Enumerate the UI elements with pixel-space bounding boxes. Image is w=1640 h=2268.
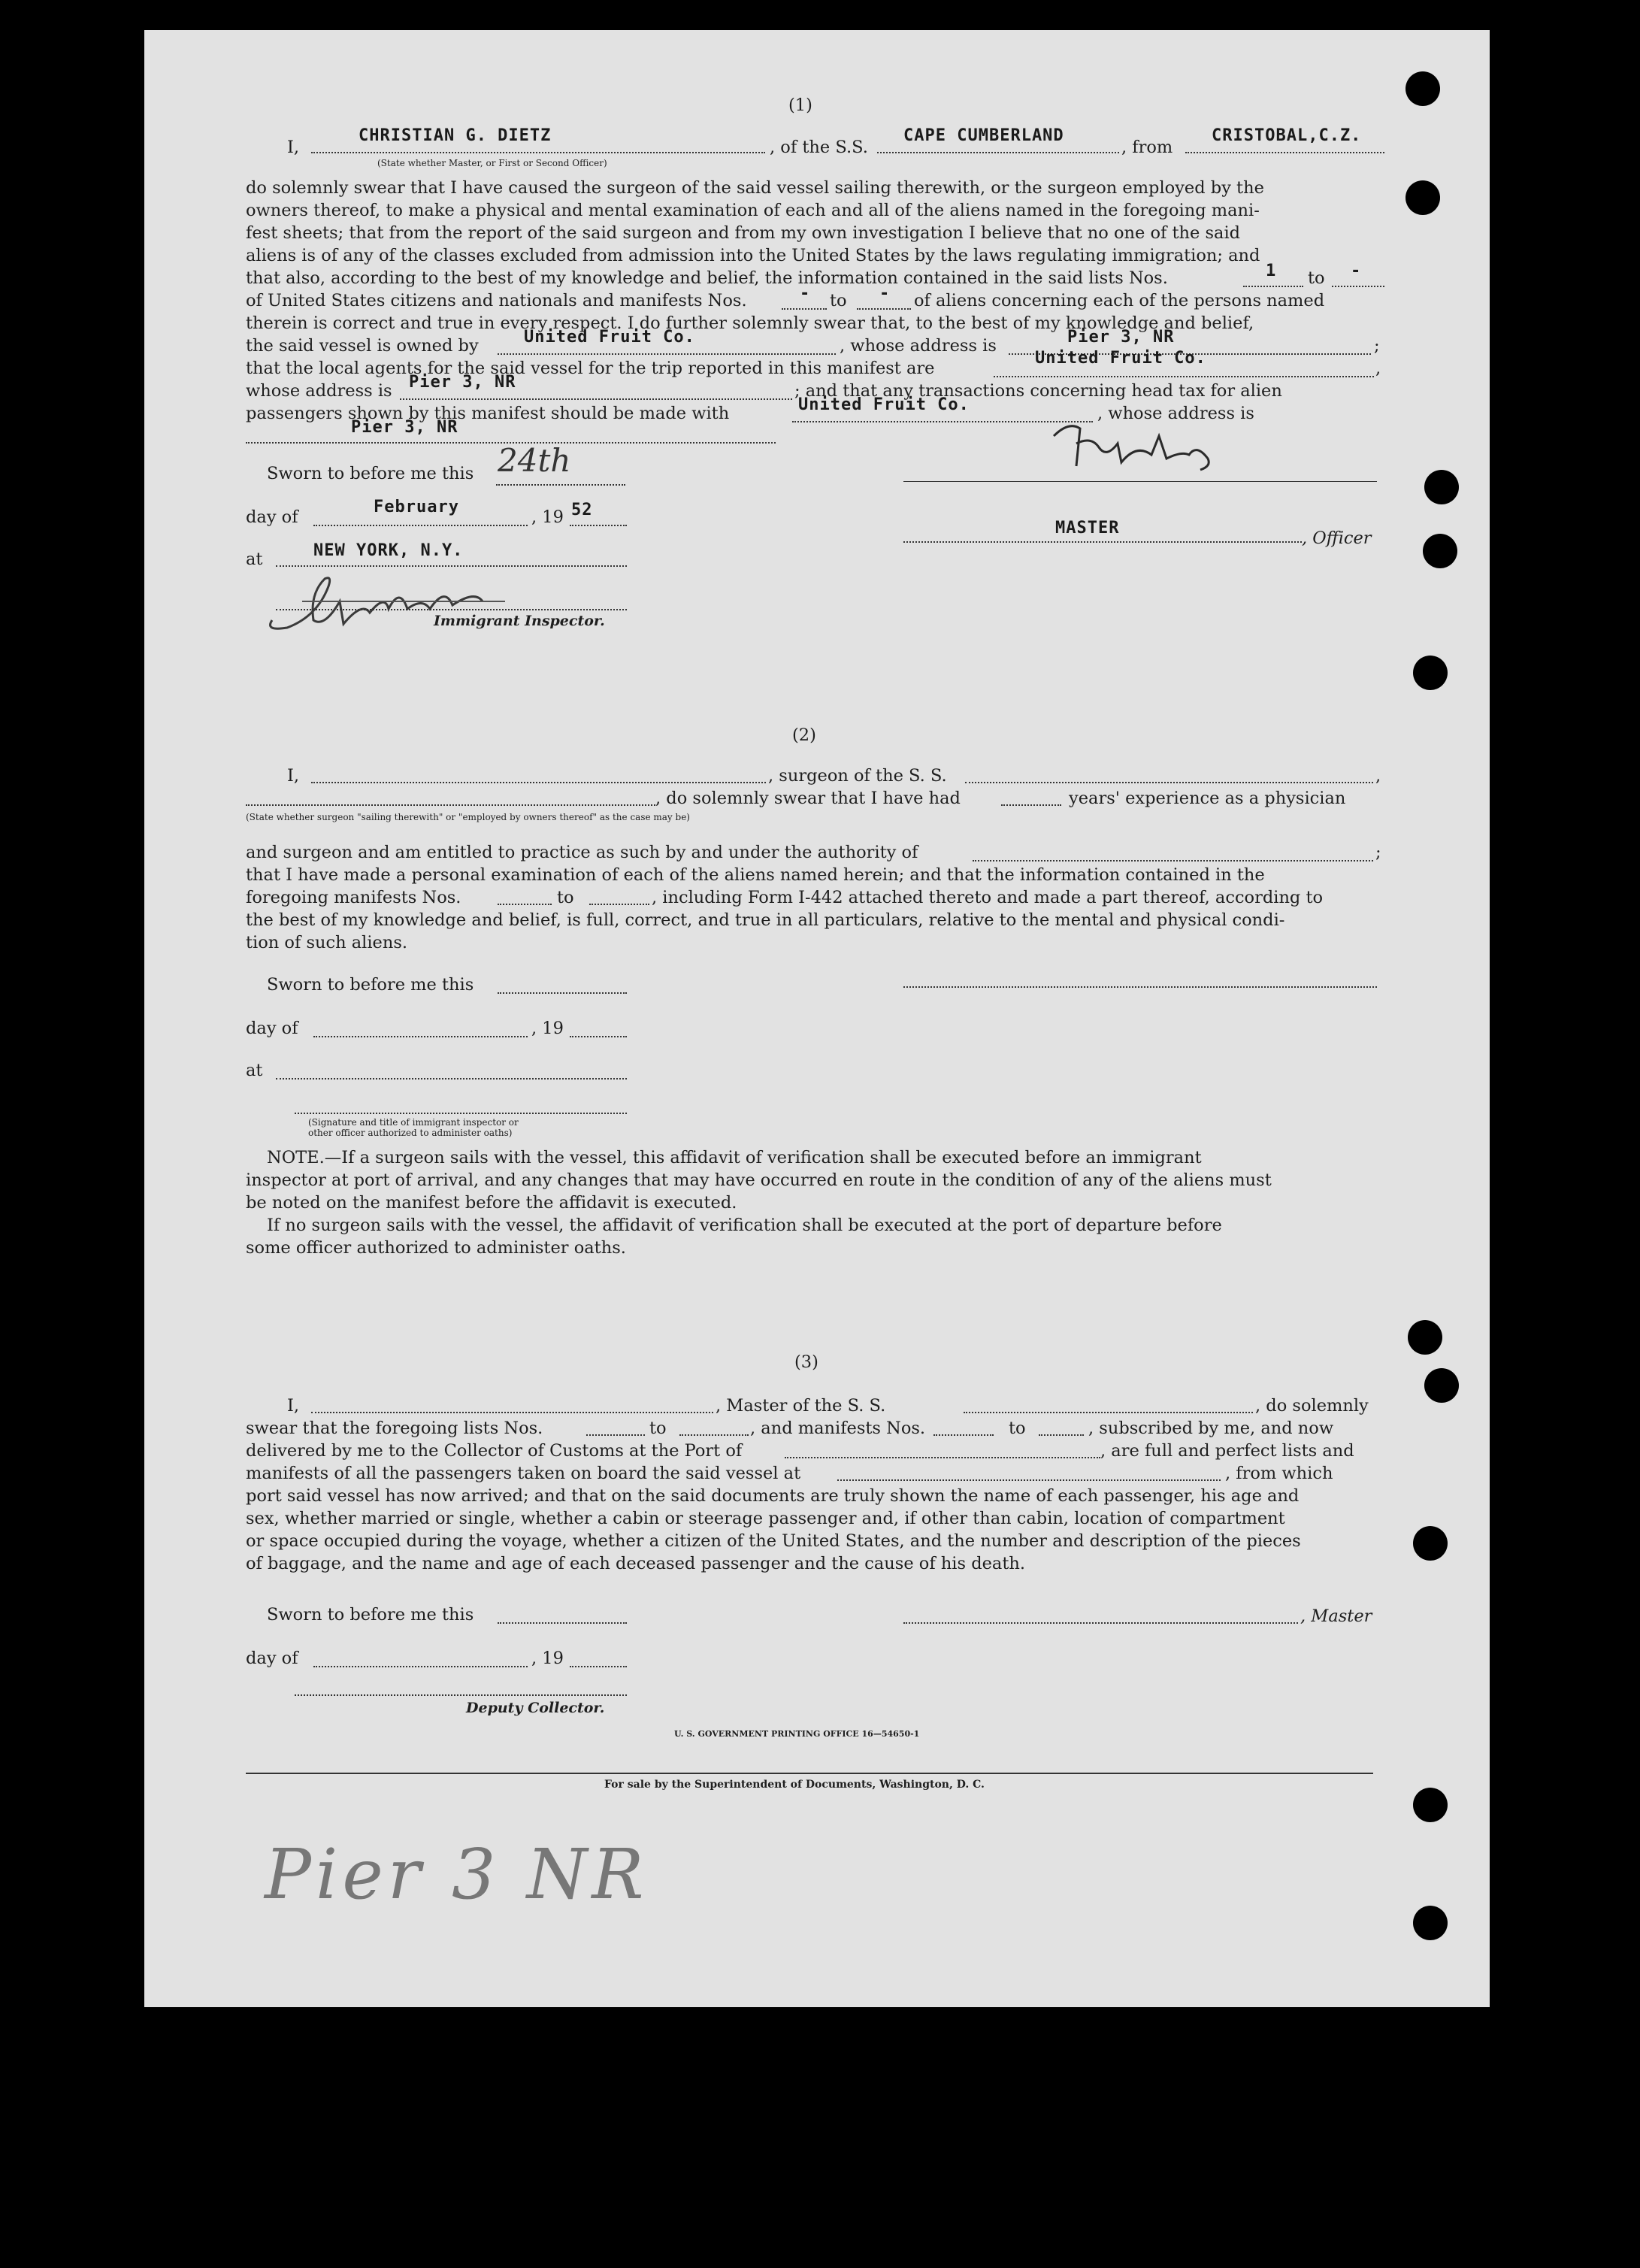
s1-list-to-line	[1332, 286, 1384, 287]
s3-line-1b: , and manifests Nos.	[750, 1419, 926, 1438]
s1-place: NEW YORK, N.Y.	[313, 541, 464, 560]
binder-hole	[1413, 656, 1448, 690]
document-page	[144, 30, 1490, 2007]
s2-note-line-5: some officer authorized to administer oaths.	[246, 1238, 626, 1258]
s3-line-5: sex, whether married or single, whether a cabin or steerage passenger and, if other than cabin, location of compartment	[246, 1509, 1285, 1528]
s2-sig-note-1: (Signature and title of immigrant inspector or	[308, 1117, 519, 1128]
s3-line-1c: , subscribed by me, and now	[1088, 1419, 1334, 1438]
s1-agents-address: Pier 3, NR	[409, 373, 516, 392]
section-3-heading: (3)	[794, 1352, 818, 1372]
s3-lists-to-line	[679, 1434, 749, 1436]
s1-year-prefix: , 19	[531, 507, 564, 527]
s1-line-10: whose address is	[246, 381, 392, 401]
s1-list-from-line	[1243, 286, 1303, 287]
s3-vessel-line	[964, 1412, 1253, 1413]
s2-surgeon-signature-line	[903, 986, 1377, 988]
s1-tax-agent: United Fruit Co.	[798, 395, 970, 414]
binder-hole	[1424, 470, 1459, 504]
s3-master-of-label: , Master of the S. S.	[716, 1396, 886, 1416]
binder-hole	[1405, 71, 1440, 106]
s2-year-prefix: , 19	[531, 1019, 564, 1038]
s2-swear-label: , do solemnly swear that I have had	[655, 789, 961, 808]
s1-at-label: at	[246, 550, 263, 569]
s1-line-1: do solemnly swear that I have caused the surgeon of the said vessel sailing therewith, or the surgeon employed by the	[246, 178, 1264, 198]
s3-line-2a: delivered by me to the Collector of Customs at the Port of	[246, 1441, 743, 1461]
s1-line-3: fest sheets; that from the report of the said surgeon and from my own investigation I believe that no one of the said	[246, 223, 1241, 243]
s2-place-line	[276, 1078, 627, 1079]
s1-line-9-comma: ,	[1375, 359, 1381, 378]
s2-at-label: at	[246, 1061, 263, 1080]
s1-inspector-label: Immigrant Inspector.	[434, 613, 605, 629]
s3-lists-from-line	[586, 1434, 645, 1436]
s1-officer-label: , Officer	[1302, 528, 1372, 548]
s1-list-from: 1	[1266, 262, 1277, 280]
s3-manifests-from-line	[933, 1434, 994, 1436]
s2-line-1-semicolon: ;	[1375, 843, 1381, 862]
s3-line-3a: manifests of all the passengers taken on board the said vessel at	[246, 1464, 801, 1483]
s1-sworn-day-line	[496, 484, 625, 486]
s2-sworn-label: Sworn to before me this	[267, 975, 474, 995]
s1-line-9: that the local agents for the said vessel for the trip reported in this manifest are	[246, 359, 935, 378]
s1-from-port-line	[1185, 152, 1384, 153]
s1-owner-address: Pier 3, NR	[1067, 328, 1175, 347]
s3-manifests-to-line	[1039, 1434, 1084, 1436]
s1-master-signature-line	[903, 481, 1377, 482]
gpo-imprint: U. S. GOVERNMENT PRINTING OFFICE 16—54650-1	[674, 1729, 920, 1739]
footer-rule	[246, 1773, 1373, 1774]
s2-surgeon-of-label: , surgeon of the S. S.	[768, 766, 947, 786]
s2-authority-line	[973, 860, 1373, 861]
s1-manifest-from-line	[782, 308, 827, 310]
binder-hole	[1424, 1368, 1459, 1403]
binder-hole	[1408, 1320, 1442, 1355]
s1-manifest-from: -	[800, 284, 811, 303]
s1-year: 52	[571, 501, 593, 519]
s1-list-to-label: to	[1308, 268, 1325, 288]
s2-manifest-to-line	[589, 904, 649, 905]
s2-to-label: to	[557, 888, 574, 907]
s1-line-8: the said vessel is owned by	[246, 336, 479, 356]
s1-line-5: that also, according to the best of my knowledge and belief, the information contained in the said lists Nos.	[246, 268, 1168, 288]
section-2-heading: (2)	[792, 725, 816, 745]
s1-line-6: of United States citizens and nationals and manifests Nos.	[246, 291, 747, 310]
s1-day-of-label: day of	[246, 507, 298, 527]
s1-owner-line	[498, 353, 836, 355]
s1-manifest-to-label: to	[830, 291, 847, 310]
s1-vessel-line	[877, 152, 1119, 153]
s1-line-7: therein is correct and true in every respect. I do further solemnly swear that, to the best of my knowledge and belief,	[246, 313, 1254, 333]
s1-tax-address: Pier 3, NR	[351, 418, 458, 437]
s2-line-2: that I have made a personal examination of each of the aliens named herein; and that the information contained in the	[246, 865, 1265, 885]
s2-sailing-line	[246, 804, 655, 806]
s2-years-label: years' experience as a physician	[1069, 789, 1346, 808]
s2-years-line	[1001, 804, 1061, 806]
master-signature	[1046, 413, 1242, 474]
s1-list-to: -	[1351, 262, 1362, 280]
s1-i-label: I,	[287, 138, 300, 157]
s3-i-label: I,	[287, 1396, 300, 1416]
s2-line-3a: foregoing manifests Nos.	[246, 888, 461, 907]
s1-line-11: passengers shown by this manifest should be made with	[246, 404, 730, 423]
s3-line-1a: swear that the foregoing lists Nos.	[246, 1419, 543, 1438]
s3-line-2b: , are full and perfect lists and	[1100, 1441, 1354, 1461]
s3-line-6: or space occupied during the voyage, whether a citizen of the United States, and the number and description of the pieces	[246, 1531, 1301, 1551]
s1-line-10b: ; and that any transactions concerning head tax for alien	[794, 381, 1282, 401]
s1-manifest-to-line	[857, 308, 911, 310]
handwritten-pier-note: Pier 3 NR	[265, 1834, 649, 1915]
s1-agents: United Fruit Co.	[1035, 349, 1206, 368]
s3-master-label: , Master	[1300, 1606, 1372, 1626]
s3-deputy-label: Deputy Collector.	[466, 1700, 605, 1716]
s3-sworn-label: Sworn to before me this	[267, 1605, 474, 1625]
s1-sworn-day: 24th	[498, 442, 571, 479]
s3-year-line	[570, 1666, 627, 1667]
sale-imprint: For sale by the Superintendent of Documents, Washington, D. C.	[604, 1779, 985, 1791]
s2-surgeon-note: (State whether surgeon "sailing therewith" or "employed by owners thereof" as the case may be)	[246, 812, 690, 822]
s3-year-prefix: , 19	[531, 1649, 564, 1668]
s2-line-4: the best of my knowledge and belief, is full, correct, and true in all particulars, relative to the mental and physical condi-	[246, 910, 1285, 930]
s1-from-port: CRISTOBAL,C.Z.	[1212, 126, 1362, 145]
s1-vessel-name: CAPE CUMBERLAND	[903, 126, 1064, 145]
section-1-heading: (1)	[788, 95, 812, 115]
binder-hole	[1413, 1788, 1448, 1822]
s3-swear-label: , do solemnly	[1255, 1396, 1369, 1416]
s1-line-2: owners thereof, to make a physical and mental examination of each and all of the aliens named in the foregoing mani-	[246, 201, 1260, 220]
s1-from-label: , from	[1121, 138, 1173, 157]
s1-line-11b: , whose address is	[1097, 404, 1254, 423]
s1-master-name-line	[311, 152, 765, 153]
s1-signer-title: MASTER	[1055, 519, 1120, 537]
s3-month-line	[313, 1666, 528, 1667]
s1-year-line	[570, 525, 627, 526]
s3-line-3b: , from which	[1225, 1464, 1333, 1483]
s2-note-line-4: If no surgeon sails with the vessel, the affidavit of verification shall be executed at the port of departure before	[267, 1216, 1222, 1235]
s1-of-the-ss-label: , of the S.S.	[770, 138, 868, 157]
s1-agents-line	[994, 376, 1374, 377]
s2-surgeon-name-line	[311, 782, 766, 783]
s2-day-of-label: day of	[246, 1019, 298, 1038]
s2-comma: ,	[1375, 766, 1381, 786]
binder-hole	[1405, 180, 1440, 215]
s2-year-line	[570, 1036, 627, 1037]
s3-sworn-day-line	[498, 1622, 627, 1624]
s3-day-of-label: day of	[246, 1649, 298, 1668]
binder-hole	[1423, 534, 1457, 568]
s1-line-4: aliens is of any of the classes excluded from admission into the United States by the laws regulating immigration; and	[246, 246, 1260, 265]
binder-hole	[1413, 1526, 1448, 1561]
s2-vessel-line	[965, 782, 1373, 783]
s3-manifests-to-label: to	[1009, 1419, 1026, 1438]
s1-agents-address-line	[400, 398, 792, 400]
s1-line-8-semicolon: ;	[1374, 336, 1380, 356]
s1-master-note: (State whether Master, or First or Second Officer)	[377, 158, 607, 168]
s1-signer-title-line	[903, 541, 1302, 543]
s1-month: February	[374, 498, 459, 516]
s1-master-name: CHRISTIAN G. DIETZ	[359, 126, 552, 145]
s2-line-1: and surgeon and am entitled to practice as such by and under the authority of	[246, 843, 918, 862]
s2-line-3b: , including Form I-442 attached thereto and made a part thereof, according to	[652, 888, 1324, 907]
s2-note-line-3: be noted on the manifest before the affidavit is executed.	[246, 1193, 737, 1213]
s3-master-name-line	[311, 1412, 713, 1413]
s2-manifest-from-line	[498, 904, 552, 905]
s3-deputy-line	[295, 1694, 627, 1696]
s2-note-line-1: NOTE.—If a surgeon sails with the vessel, this affidavit of verification shall be executed before an immigrant	[267, 1148, 1202, 1167]
s2-note-line-2: inspector at port of arrival, and any changes that may have occurred en route in the condition of any of the aliens must	[246, 1170, 1272, 1190]
s2-officer-signature-line	[295, 1113, 627, 1114]
s3-line-7: of baggage, and the name and age of each deceased passenger and the cause of his death.	[246, 1554, 1026, 1573]
s1-sworn-label: Sworn to before me this	[267, 464, 474, 483]
s1-line-6b: of aliens concerning each of the persons named	[914, 291, 1325, 310]
binder-hole	[1413, 1906, 1448, 1940]
s1-line-8b: , whose address is	[840, 336, 997, 356]
s2-month-line	[313, 1036, 528, 1037]
s3-master-signature-line	[903, 1622, 1298, 1624]
s1-manifest-to: -	[879, 284, 891, 303]
s3-line-4: port said vessel has now arrived; and that on the said documents are truly shown the name of each passenger, his age and	[246, 1486, 1300, 1506]
s1-owner: United Fruit Co.	[524, 328, 695, 347]
s3-lists-to-label: to	[649, 1419, 667, 1438]
s2-sig-note-2: other officer authorized to administer oaths)	[308, 1128, 513, 1138]
s2-i-label: I,	[287, 766, 300, 786]
s3-departure-line	[837, 1479, 1221, 1481]
s1-month-line	[313, 525, 528, 526]
s2-line-5: tion of such aliens.	[246, 933, 408, 952]
s3-port-line	[785, 1457, 1100, 1458]
s2-sworn-day-line	[498, 992, 627, 994]
